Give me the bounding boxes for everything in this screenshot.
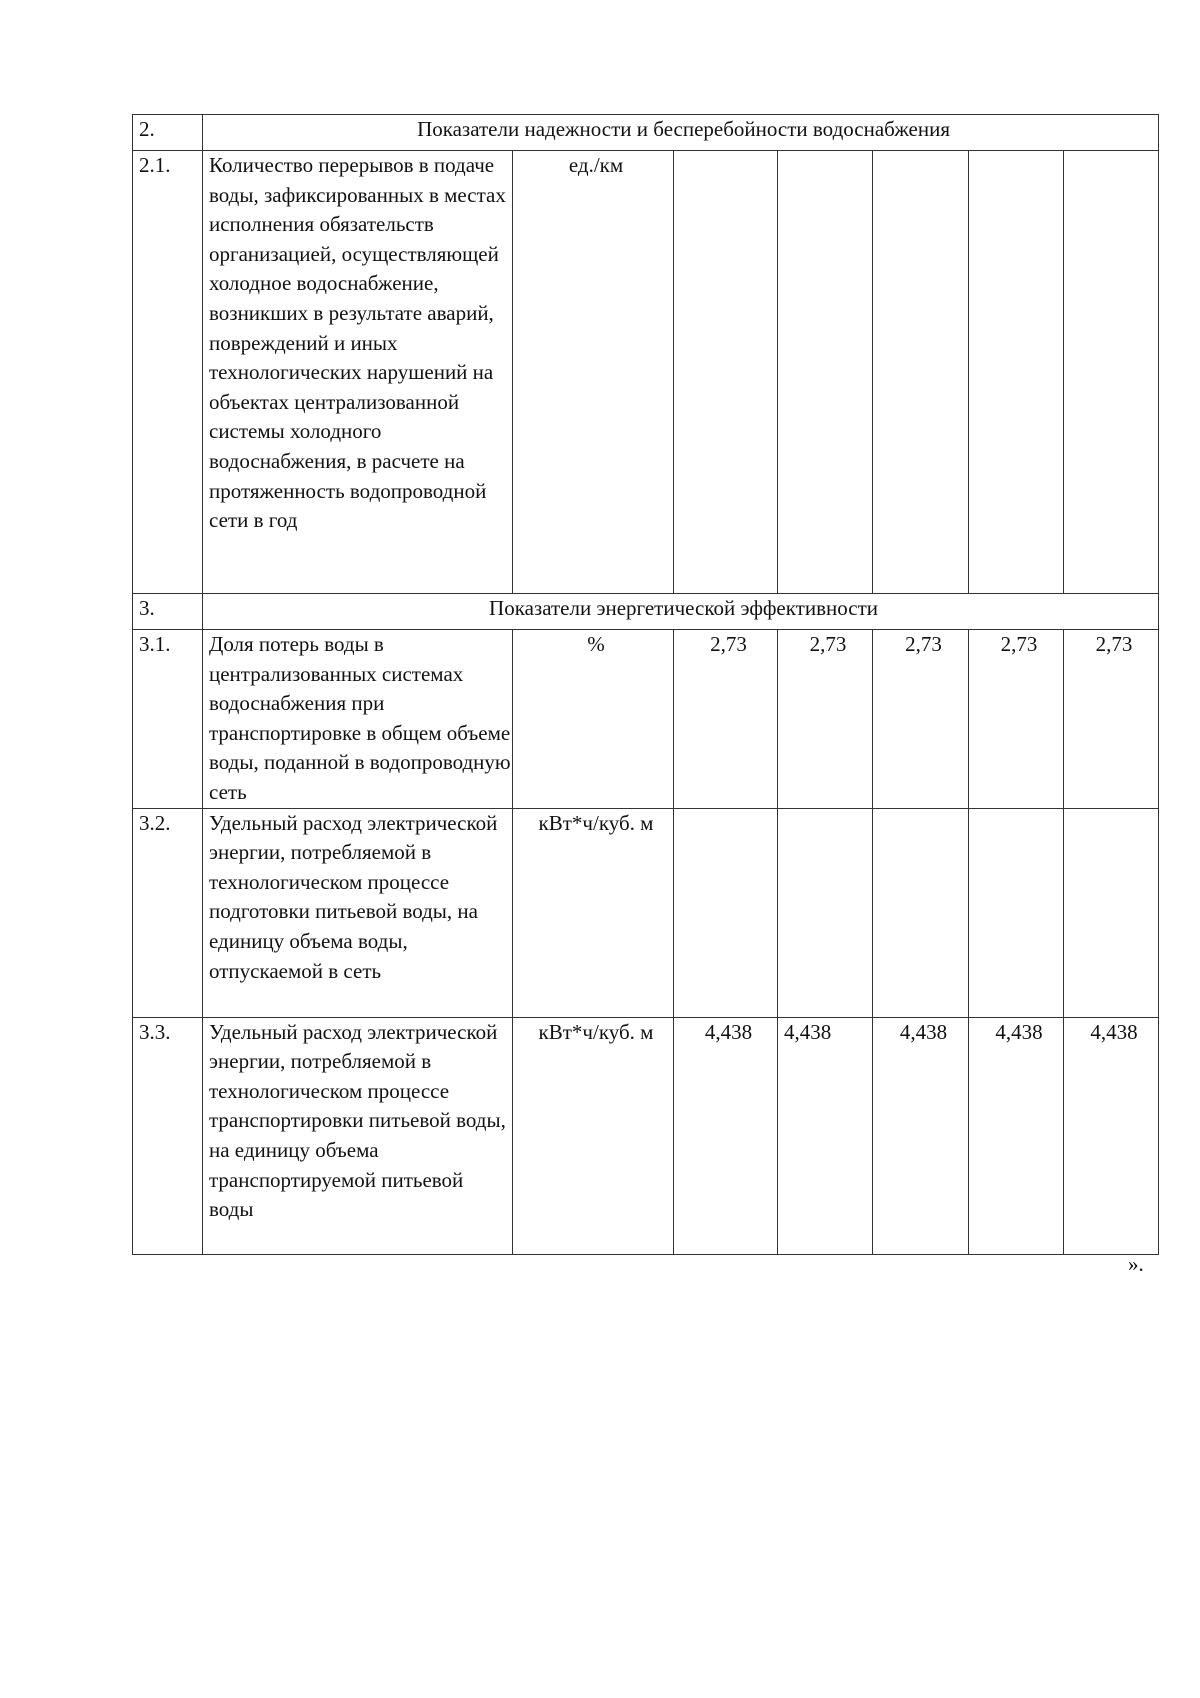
- row-unit: кВт*ч/куб. м: [513, 808, 674, 1017]
- row-number: 3.3.: [133, 1017, 203, 1254]
- row-number: 3.2.: [133, 808, 203, 1017]
- value-cell: 4,438: [1064, 1017, 1159, 1254]
- row-description: Удельный расход электрической энергии, потребляемой в технологическом процессе транспортировки питьевой воды, на единицу объема транспортируемой питьевой воды: [203, 1017, 513, 1254]
- row-description: Удельный расход электрической энергии, потребляемой в технологическом процессе подготовки питьевой воды, на единицу объема воды, отпускаемой в сеть: [203, 808, 513, 1017]
- section-title: Показатели энергетической эффективности: [203, 594, 1159, 630]
- section-number: 3.: [133, 594, 203, 630]
- row-description: Доля потерь воды в централизованных системах водоснабжения при транспортировке в общем объеме воды, поданной в водопроводную сеть: [203, 630, 513, 809]
- value-cell: [969, 151, 1064, 594]
- value-cell: [674, 808, 778, 1017]
- value-cell: [969, 808, 1064, 1017]
- value-cell: 4,438: [778, 1017, 873, 1254]
- section-title: Показатели надежности и бесперебойности водоснабжения: [203, 115, 1159, 151]
- row-unit: %: [513, 630, 674, 809]
- section-header-row: [133, 115, 1159, 151]
- value-cell: 2,73: [969, 630, 1064, 809]
- value-cell: [778, 151, 873, 594]
- row-number: 2.1.: [133, 151, 203, 594]
- indicators-table: [132, 114, 1159, 1255]
- value-cell: [1064, 808, 1159, 1017]
- table-row: [133, 630, 1159, 809]
- table-row: [133, 1017, 1159, 1254]
- value-cell: [1064, 151, 1159, 594]
- value-cell: [873, 151, 969, 594]
- section-number: 2.: [133, 115, 203, 151]
- closing-quote-mark: ».: [1128, 1252, 1144, 1276]
- row-description: Количество перерывов в подаче воды, зафиксированных в местах исполнения обязательств организацией, осуществляющей холодное водоснабжение, возникших в результате аварий, повреждений и иных технологических нарушений на объектах централизованной системы холодного водоснабжения, в расчете на протяженность водопроводной сети в год: [203, 151, 513, 594]
- table-row: [133, 808, 1159, 1017]
- table-row: [133, 151, 1159, 594]
- value-cell: 2,73: [1064, 630, 1159, 809]
- row-unit: ед./км: [513, 151, 674, 594]
- value-cell: 2,73: [873, 630, 969, 809]
- section-header-row: [133, 594, 1159, 630]
- row-number: 3.1.: [133, 630, 203, 809]
- value-cell: 2,73: [778, 630, 873, 809]
- value-cell: [674, 151, 778, 594]
- value-cell: 4,438: [969, 1017, 1064, 1254]
- value-cell: [778, 808, 873, 1017]
- value-cell: 4,438: [873, 1017, 969, 1254]
- value-cell: 2,73: [674, 630, 778, 809]
- value-cell: [873, 808, 969, 1017]
- row-unit: кВт*ч/куб. м: [513, 1017, 674, 1254]
- value-cell: 4,438: [674, 1017, 778, 1254]
